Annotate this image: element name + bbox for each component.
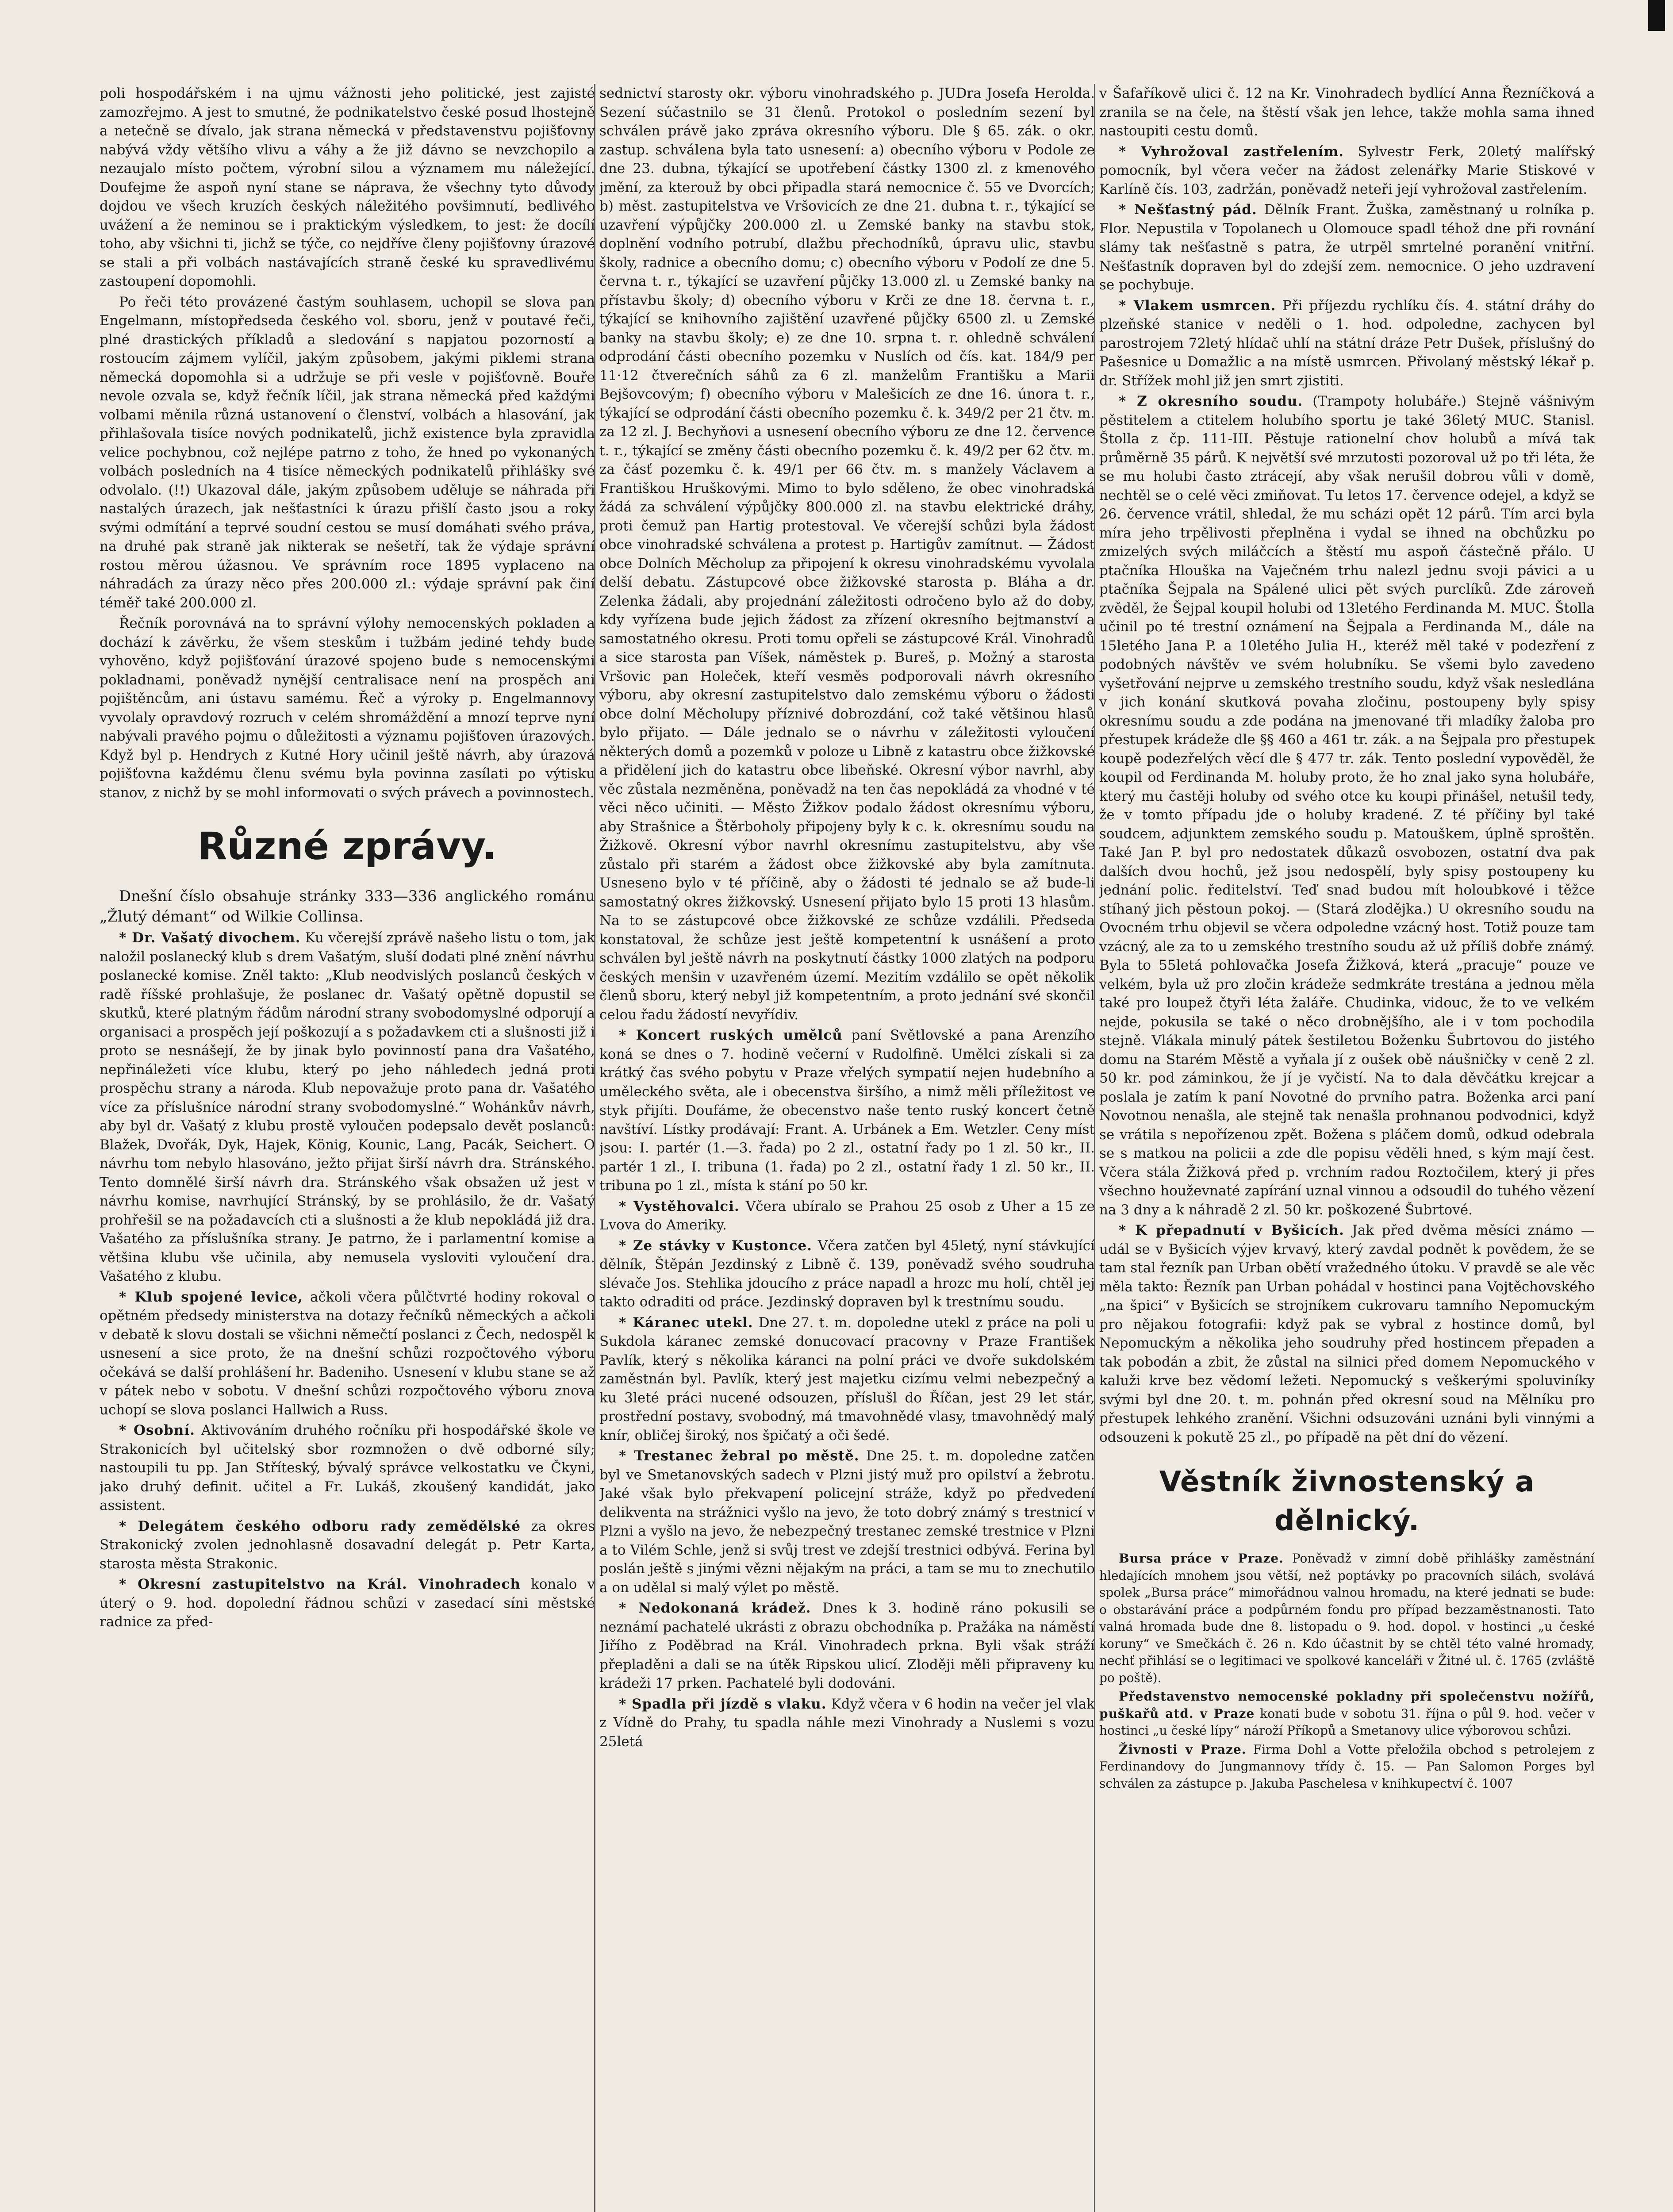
news-item — [1099, 142, 1595, 199]
news-item — [100, 929, 595, 1286]
page-edge-mark — [1648, 0, 1665, 31]
news-item — [599, 1695, 1095, 1751]
news-text: Dnes k 3. hodině ráno pokusili se neznámí pachatelé ukrásti z obrazu obchodníka p. Pražáka na náměstí Jiřího z Poděbrad na Král. Vinohradech prkna. Byli však stráží přepladěni a dali se na útěk Ripskou ulicí. Zloději měli připraveny ku krádeži 17 prken. Pachatelé byli dodováni. — [599, 1600, 1095, 1691]
section-title: Věstník živnostenský a dělnický. — [1159, 1466, 1535, 1537]
news-headline: Bursa práce v Praze. — [1119, 1551, 1284, 1566]
news-text: Poněvadž v zimní době přihlášky zaměstnání hledajících mnohem jsou větší, než poptávky po pracovních silách, svolává spolek „Bursa práce“ mimořádnou valnou hromadu, na které jednati se bude: o obstarávání práce a podpůrném fondu pro případ bezzaměstnanosti. Tato valná hromada bude dne 8. listopadu o 9. hod. dopol. v hostinci „u české koruny“ ve Smečkách č. 26 n. Kdo účastnit by se chtěl této valné hromady, nechť přihlásí se o legitimaci ve spolkové kanceláři v Žitné ul. č. 1765 (zvláště po poště). — [1099, 1551, 1595, 1685]
column-1 — [100, 84, 595, 2212]
news-text: Včera zatčen byl 45letý, nyní stávkující dělník, Štěpán Jezdinský z Libně č. 139, poněvadž svého soudruha slévače Jos. Stehlika jdoucího z práce napadl a hrozc mu holí, chtěl jej takto odraditi od práce. Jezdinský dopraven byl k trestnímu soudu. — [599, 1237, 1095, 1310]
news-text: Jak před dvěma měsíci známo — udál se v Byšicích výjev krvavý, který zavdal podnět k povědem, že se tam stal řezník pan Urban obětí vražedného útoku. V pravdě se ale věc měla takto: Řezník pan Urban pohádal v hostinci pana Vojtěchovského „na špici“ v Byšicích se strojníkem cukrovaru tamního Nepomuckým pro nějakou fotografii: když pak se vybral z hostince domů, byl Nepomuckým a několika jeho soudruhy před hostincem přepaden a tak pobodán a zbit, že zůstal na silnici před domem Nepomuckého v kaluži krve bez vědomí ležeti. Nepomucký s veškerými spoluviníky svými byl dne 20. t. m. pohnán před okresní soud na Mělníku pro přestupek lehkého zranění. Všichni odsuzováni uznáni byli vinnými a odsouzeni k pokutě 25 zl., po případě na pět dní do vězení. — [1099, 1222, 1595, 1445]
news-text: (Trampoty holubáře.) Stejně vášnivým pěstitelem a ctitelem holubího sportu je také 36letý MUC. Stanisl. Štolla z čp. 111-III. Pěstuje rationelní chov holubů a mívá tak průměrně 35 párů. K největší své mrzutosti pozoroval už po tři léta, že se mu holubi často ztrácejí, aby však nerušil dobrou vůli v domě, nechtěl se o celé věci zmiňovat. Tu letos 17. července odejel, a když se 26. července vrátil, shledal, že mu scházi opět 12 párů. Tím arci byla míra jeho trpělivosti přeplněna i vydal se ihned na obchůzku po zmizelých svých miláčcích a štěstí mu aspoň částečně přálo. U ptačníka Hlouška na Vaječném trhu nalezl jednu svoji pávici a u ptačníka Šejpala na Spálené ulici pět svých purclíků. Zde zároveň zvěděl, že Šejpal koupil holubi od 13letého Ferdinanda M. MUC. Štolla učinil po té trestní oznámení na Šejpala a Ferdinanda M., dále na 15letého Jana P. a 10letého Julia H., kteréž měl také v podezření z podobných návštěv ve svém holubníku. Se všemi bylo zavedeno vyšetřování nejprve u zemského trestního soudu, když však nesledlána v jich konání skutková povaha zločinu, postoupeny byly spisy okresnímu soudu a zde podána na jmenované tři mladíky žaloba pro přestupek krádeže dle §§ 460 a 461 tr. zák. a na Šejpala pro přestupek koupě podezřelých věcí dle § 477 tr. zák. Tento poslední vypověděl, že koupil od Ferdinanda M. holuby proto, že ho znal jako syna holubáře, který mu častěji holuby od svého otce ku koupi přinášel, netušil tedy, že v tomto případu jde o holuby kradené. Z té příčiny byl také soudcem, adjunktem zemského soudu p. Matouškem, úplně sproštěn. Také Jan P. byl pro nedostatek důkazů osvobozen, ostatní dva pak dalších dvou hochů, jež jsou nedospělí, byly spisy postoupeny ku jednání polic. ředitelství. Teď snad budou mít holoubkové i těžce stíhaný jich pěstoun pokoj. — (Stará zlodějka.) U okresního soudu na Ovocném trhu objevil se včera odpoledne vzácný host. Totiž pouze tam vzácný, ale za to u zemského trestního soudu až už příliš dobře známý. Byla to 55letá pohlovačka Josefa Žižková, která „pracuje“ pouze ve velkém, byla už pro zločin krádeže sedmkráte trestána a jednou měla také pro loupež čtyři léta žaláře. Chudinka, vidouc, že to ve velkém nejde, pokusila se také o něco drobnějšího, ale i v tom pochodila stejně. Vlákala minulý pátek šestiletou Boženku Šubrtovou do jistého domu na Starém Městě a vyňala jí z oušek obě náušničky v ceně 2 zl. 50 kr. pod záminkou, že jí je vyčistí. Na to dala děvčátku krejcar a poslala je zatím k paní Novotné do prvního patra. Boženka arci paní Novotnou nenašla, ale stejně tak nenašla prohnanou podvodnici, když se vrátila s nepořízenou zpět. Božena s pláčem domů, odkud odebrala se s matkou na policii a zde dle popisu věděli hned, s kým mají čest. Včera stála Žižková před p. vrchním radou Roztočilem, který ji přes všechno houževnaté zapírání uznal vinnou a odsoudil do tuhého vězení na 3 dny a k náhradě 2 zl. 50 kr. poškozené Šubrtové. — [1099, 393, 1595, 1218]
news-headline: Živnosti v Praze. — [1119, 1742, 1247, 1757]
news-item — [599, 1447, 1095, 1597]
news-text: Ku včerejší zprávě našeho listu o tom, jak naložil poslanecký klub s drem Vašatým, sluší dodati plné znění návrhu poslanecké komise. Zněl takto: „Klub neodvislých poslanců českých v radě říšské prohlašuje, že poslanec dr. Vašatý opětně dopustil se skutků, které platným řádům národní strany svobodomyslné odporují a organisaci a prospěch její poškozují a s požadavkem cti a slušnosti již i proto se nesnášejí, že by jinak bylo povinností pana dra Vašatého, nepřináležeti více klubu, který po jeho náhledech jedná proti prospěchu strany a národa. Klub nepovažuje proto pana dr. Vašatého více za příslušníce národní strany svobodomyslné.“ Wohánkův návrh, aby byl dr. Vašatý z klubu prostě vyloučen podepsalo devět poslanců: Blažek, Dvořák, Dyk, Hajek, König, Kounic, Lang, Pacák, Seichert. O návrhu tom nebylo hlasováno, ježto přijat širší návrh dra. Stránského. Tento domnělé širší návrh dra. Stránského však obsažen už jest v návrhu komise, navrhující Stránský, by se prohlásilo, že dr. Vašatý prohřešil se na požadavcích cti a slušnosti a že klub nepokládá již dra. Vašatého za příslušníka strany. Je patrno, že i parlamentní komise a většina klubu vše učinila, aby nemusela vysloviti vyloučení dra. Vašatého z klubu. — [100, 930, 595, 1284]
news-text: Když včera v 6 hodin na večer jel vlak z Vídně do Prahy, tu spadla náhle mezi Vinohrady a Nuslemi s vozu 25letá — [599, 1696, 1095, 1750]
news-headline: * Káranec utekl. — [619, 1314, 753, 1331]
news-headline: * Nedokonaná krádež. — [619, 1600, 811, 1616]
news-text: konati bude v sobotu 31. října o půl 9. hod. večer v hostinci „u české lípy“ nároží Příkopů a Smetanovy ulice výborovou schůzi. — [1099, 1706, 1595, 1738]
news-text: paní Světlovské a pana Arenzího koná se dnes o 7. hodině večerní v Rudolfině. Umělci získali si za krátký čas svého pobytu v Praze vřelých sympatií nejen hudebního a uměleckého světa, ale i obecenstva širšího, a nimž měli příležitost ve styk přijíti. Doufáme, že obecenstvo naše tento ruský koncert četně navštíví. Lístky prodávají: Frant. A. Urbánek a Em. Wetzler. Ceny míst jsou: I. partér (1.—3. řada) po 2 zl., ostatní řady po 1 zl. 50 kr., II. partér 1 zl., I. tribuna (1. řada) po 2 zl., ostatní řady 1 zl. 50 kr., II. tribuna po 1 zl., místa k stání po 50 kr. — [599, 1027, 1095, 1194]
news-text: za okres Strakonický zvolen jednohlasně dosavadní delegát p. Petr Karta, starosta města Strakonic. — [100, 1518, 595, 1572]
news-item — [599, 1237, 1095, 1312]
news-headline: * Vlakem usmrcen. — [1119, 297, 1276, 314]
news-headline: Představenstvo nemocenské pokladny při společenstvu nožířů, puškařů atd. v Praze — [1099, 1689, 1595, 1721]
news-text: Dělník Frant. Žuška, zaměstnaný u rolníka p. Flor. Nepustila v Topolanech u Olomouce spadl téhož dne při rovnání slámy tak nešťastně s patra, že utrpěl smrtelné poranění vnitřní. Nešťastník dopraven byl do zdejší zem. nemocnice. O jeho uzdravení se pochybuje. — [1099, 202, 1595, 293]
news-headline: * Z okresního soudu. — [1119, 393, 1303, 409]
news-item — [599, 1197, 1095, 1235]
news-headline: * Okresní zastupitelstvo na Král. Vinohradech — [119, 1576, 521, 1592]
article-paragraph: v Šafaříkově ulici č. 12 na Kr. Vinohradech bydlící Anna Řezníčková a zranila se na čele, na štěstí však jen lehce, takže mohla sama ihned nastoupiti cestu domů. — [1099, 85, 1595, 139]
intro-note: Dnešní číslo obsahuje stránky 333—336 anglického románu „Žlutý démant“ od Wilkie Collinsa. — [100, 887, 595, 926]
news-item — [1099, 1688, 1595, 1740]
news-item — [1099, 1741, 1595, 1793]
article-paragraph: Řečník porovnává na to správní výlohy nemocenských pokladen a dochází k závěrku, že všem steskům i tužbám jediné tehdy bude vyhověno, když pojišťování úrazové spojeno bude s nemocenskými pokladnami, poněvadž nynější centralisace není na prospěch ani pojištěncům, ani ústavu samému. Řeč a výroky p. Engelmannovy vyvolaly opravdový rozruch v celém shromáždění a mnozí teprve nyní nabývali pravého pojmu o důležitosti a významu pojišťoven úrazových. Když byl p. Hendrych z Kutné Hory učinil ještě návrh, aby úrazová pojišťovna každému členu svému byla povinna zasílati po výtisku stanov, z nichž by se mohl informovati o svých právech a povinnostech. — [100, 615, 595, 801]
column-2 — [599, 84, 1095, 2212]
article-paragraph: sednictví starosty okr. výboru vinohradského p. JUDra Josefa Herolda. Sezení súčastnilo se 31 členů. Protokol o posledním sezení byl schválen právě jako zpráva okresního výboru. Dle § 65. zák. o okr. zastup. schválena byla tato usnesení: a) obecního výboru v Podole ze dne 23. dubna, týkající se upotřebení částky 1300 zl. z kmenového jmění, za kterouž by obci připadla stará nemocnice č. 55 ve Dvorcích; b) měst. zastupitelstva ve Vršovicích ze dne 21. dubna t. r., týkající se uzavření výpůjčky 200.000 zl. u Zemské banky na stavbu stok, doplnění vodního potrubí, dlažbu přechodníků, úpravu ulic, stavbu školy, radnice a obecního domu; c) obecního výboru v Podolí ze dne 5. června t. r., týkající se uzavření půjčky 13.000 zl. u Zemské banky na přístavbu školy; d) obecního výboru v Krči ze dne 18. června t. r., týkající se knihovního zajištění uzavřené půjčky 6500 zl. u Zemské banky na stavbu školy; e) ze dne 10. srpna t. r. ohledně schválení odprodání části obecního pozemku v Nuslích od čís. kat. 184/9 per 11·12 čtverečních sáhů za 6 zl. manželům Františku a Marii Bejšovcovým; f) obecního výboru v Malešicích ze dne 16. února t. r., týkající se odprodání části obecního pozemku č. k. 349/2 per 21 čtv. m. za 12 zl. J. Bechyňovi a usnesení obecního výboru ze dne 12. července t. r., týkající se změny části obecního pozemku č. k. 49/2 per 62 čtv. m. za čásť pozemku č. k. 49/1 per 66 čtv. m. s manžely Václavem a Františkou Hruškovými. Mimo to bylo sděleno, že obec vinohradská žádá za schválení výpůjčky 800.000 zl. na stavbu elektrické dráhy, proti čemuž pan Hartig protestoval. Ve včerejší schůzi byla žádost obce vinohradské schválena a protest p. Hartigův zamítnut. — Žádost obce Dolních Měcholup za připojení k okresu vinohradskému vyvolala delší debatu. Zástupcové obce žižkovské starosta p. Bláha a dr. Zelenka žádali, aby projednání záležitosti odročeno bylo až do doby, kdy vyřízena bude jejich žádost za zřízení okresního bejtmanství a samostatného okresu. Proti tomu opřeli se zástupcové Král. Vinohradů a sice starosta pan Víšek, náměstek p. Bureš, p. Možný a starosta Vršovic pan Holeček, kteří vesměs podporovali návrh okresního výboru, aby okresní zastupitelstvo dalo zemskému výboru o žádosti obce dolní Měcholupy příznivé dobrozdání, což také většinou hlasů bylo přijato. — Dále jednalo se o návrhu v záležitosti vyloučení některých domů a pozemků v poloze u Libně z katastru obce žižkovské a přidělení jich do katastru obce libeňské. Okresní výbor navrhl, aby věc zůstala nezměněna, poněvadž na ten čas nepokládá za vhodné v té věci něco učiniti. — Město Žižkov podalo žádost okresnímu výboru, aby Strašnice a Štěrboholy připojeny byly k c. k. okresnímu soudu na Žižkově. Okresní výbor navrhl okresnímu zastupitelstvu, aby vše zůstalo při starém a žádost obce žižkovské aby byla zamítnuta. Usneseno bylo v té příčině, aby o žádosti té jednalo se až bude-li samostatný okres žižkovský. Usnesení přijato bylo 15 proti 13 hlasům. Na to se zástupcové obce žižkovské ze schůze vzdálili. Předseda konstatoval, že schůze jest ještě kompetentní k usnášení a proto schválen byl ještě návrh na poskytnutí částky 1000 zlatých na podporu českých menšin v uzavřeném území. Mezitím vzdálilo se opět několik členů sboru, který nebyl již kompetentním, a proto jednání své skončil celou řadu žádostí nevyřídiv. — [599, 85, 1095, 1023]
news-item — [599, 1599, 1095, 1693]
news-item — [1099, 200, 1595, 295]
news-headline: * Koncert ruských umělců — [619, 1027, 843, 1043]
news-text: Firma Dohl a Votte přeložila obchod s petrolejem z Ferdinandovy do Jungmannovy třídy č. 15. — Pan Salomon Porges byl schválen za zástupce p. Jakuba Paschelesa v knihkupectví č. 1007 — [1099, 1742, 1595, 1791]
news-headline: * Vystěhovalci. — [619, 1198, 740, 1214]
news-item — [599, 1313, 1095, 1445]
news-item — [599, 1026, 1095, 1195]
news-item — [100, 1517, 595, 1574]
news-item — [1099, 296, 1595, 391]
news-headline: * Ze stávky v Kustonce. — [619, 1237, 812, 1254]
news-text: Dne 25. t. m. dopoledne zatčen byl ve Smetanovských sadech v Plzni jistý muž pro opilství a žebrotu. Jaké však bylo překvapení policejní stráže, když po předvedení delikventa na strážnici vyšlo na jevo, že toto dobrý známý s trestnicí v Plzni a vyšlo na jevo, že nebezpečný trestanec zemské trestnice v Plzni a to Vilém Schle, jenž si svůj trest ve zdejší trestnici odbývá. Ferina byl poslán ještě s jinými vězni nějakým na práci, a tam se mu to znechutilo a on udělal si malý výlet po městě. — [599, 1448, 1095, 1596]
news-text: Při příjezdu rychlíku čís. 4. státní dráhy do plzeňské stanice v neděli o 1. hod. odpoledne, zachycen byl parostrojem 72letý hlídač uhlí na státní dráze Petr Dušek, příslušný do Pašesnice u Domažlic a na místě usmrcen. Přivolaný městský lékař p. dr. Střížek mohl již jen smrt zjistiti. — [1099, 297, 1595, 389]
news-text: Včera ubíralo se Prahou 25 osob z Uher a 15 ze Lvova do Ameriky. — [599, 1198, 1095, 1233]
section-title: Různé zprávy. — [198, 824, 497, 868]
news-headline: * K přepadnutí v Byšicích. — [1119, 1222, 1344, 1238]
news-headline: * Osobní. — [119, 1422, 195, 1438]
news-item — [1099, 392, 1595, 1219]
news-headline: * Klub spojené levice, — [119, 1289, 303, 1305]
column-3 — [1099, 84, 1595, 2212]
news-text: Dne 27. t. m. dopoledne utekl z práce na poli u Sukdola káranec zemské donucovací pracovny v Praze František Pavlík, který s několika káranci na polní práci ve dvoře sukdolském zaměstnán byl. Pavlík, který jest majetku cizímu velmi nebezpečný a ku 3leté práci nucené odsouzen, příslušl do Říčan, jest 29 let stár, prostřední postavy, svobodný, má tmavohnědé vlasy, tmavohnědý malý knír, obličej široký, nos špičatý a oči šedé. — [599, 1314, 1095, 1444]
news-text: Aktivováním druhého ročníku při hospodářské škole ve Strakonicích byl učitelský sbor rozmnožen o dvě odborné síly; nastoupili tu pp. Jan Stříteský, bývalý správce velkostatku ve Čkyni, jako druhý definit. učitel a Fr. Lukáš, zkoušený kandidát, jako assistent. — [100, 1422, 595, 1513]
news-item — [100, 1421, 595, 1515]
news-headline: * Vyhrožoval zastřelením. — [1119, 143, 1344, 160]
news-text: Sylvestr Ferk, 20letý malířský pomocník, byl včera večer na žádost zelenářky Marie Stiskové v Karlíně čís. 103, zadržán, poněvadž neteři její vyhrožoval zastřelením. — [1099, 143, 1595, 197]
news-item — [100, 1575, 595, 1632]
news-text: ačkoli včera půlčtvrté hodiny rokoval o opětném předsedy ministerstva na dotazy řečníků německých a ačkoli v debatě k slovu dostali se všichni němečtí poslanci z Čech, nedospěl k usnesení a sice proto, že na dnešní schůzi rozpočtového výboru očekává se další prohlášení hr. Badeniho. Usnesení v klubu stane se až v pátek nebo v sobotu. V dnešní schůzi rozpočtového výboru znova uchopí se slova poslanci Hallwich a Russ. — [100, 1289, 595, 1418]
article-paragraph: Po řeči této provázené častým souhlasem, uchopil se slova pan Engelmann, místopředseda českého vol. sboru, jenž v poutavé řeči, plné drastických příkladů a sledování s napjatou pozorností a rostoucím zájmem vylíčil, jakým způsobem, jakými piklemi strana německá dopomohla si a udržuje se při vesle v pojišťovně. Bouře nevole ozvala se, když řečník líčil, jak strana německá před každými volbami měnila různá ustanovení o členství, volbách a hlasování, jak přihlašovala tisíce nových podnikatelů, jichž existence byla zpravidla velice pochybnou, což nejlépe patrno z toho, že hned po vykonaných volbách posledních na 4 tisíce německých podnikatelů přihlášky své odvolalo. (!!) Ukazoval dále, jakým způsobem uděluje se náhrada při nastalých úrazech, jak nešťastníci k úrazu přišlí často jsou a roky svými odmítání a teprvé soudní cestou se musí domáhati svého práva, na druhé pak straně jak nikterak se nešetří, tak že výdaje správní rostou měrou úžasnou. Ve správním roce 1895 vyplaceno na náhradách za úrazy něco přes 200.000 zl.: výdaje správní pak činí téměř také 200.000 zl. — [100, 294, 595, 611]
news-headline: * Spadla při jízdě s vlaku. — [619, 1696, 827, 1712]
news-item — [1099, 1221, 1595, 1447]
news-item — [100, 1288, 595, 1420]
article-paragraph: poli hospodářském i na ujmu vážnosti jeho politické, jest zajisté zamozřejmo. A jest to smutné, že podnikatelstvo české posud lhostejně a netečně se dívalo, jak strana německá v představenstvu pojišťovny nabývá vždy většího vlivu a váhy a že již dávno se nevzchopilo a nezaujalo místo počtem, výrobní silou a významem mu náležející. Doufejme že aspoň nyní stane se náprava, že všechny tyto důvody dojdou ve všech kruzích českých náležitého povšimnutí, bedlivého uvážení a že neminou se i praktickým výsledkem, to jest: že docílí toho, aby všichni ti, jichž se týče, co nejdříve členy pojišťovny úrazové se stali a při volbách nastávajících straně české ku spravedlivému zastoupení dopomohli. — [100, 85, 595, 289]
news-headline: * Delegátem českého odboru rady zemědělské — [119, 1518, 521, 1534]
news-headline: * Dr. Vašatý divochem. — [119, 930, 301, 946]
news-text: konalo v úterý o 9. hod. dopolední řádnou schůzi v zasedací síni městské radnice za před- — [100, 1576, 595, 1630]
news-headline: * Nešťastný pád. — [1119, 202, 1257, 218]
news-item — [1099, 1550, 1595, 1686]
news-headline: * Trestanec žebral po městě. — [619, 1448, 860, 1464]
